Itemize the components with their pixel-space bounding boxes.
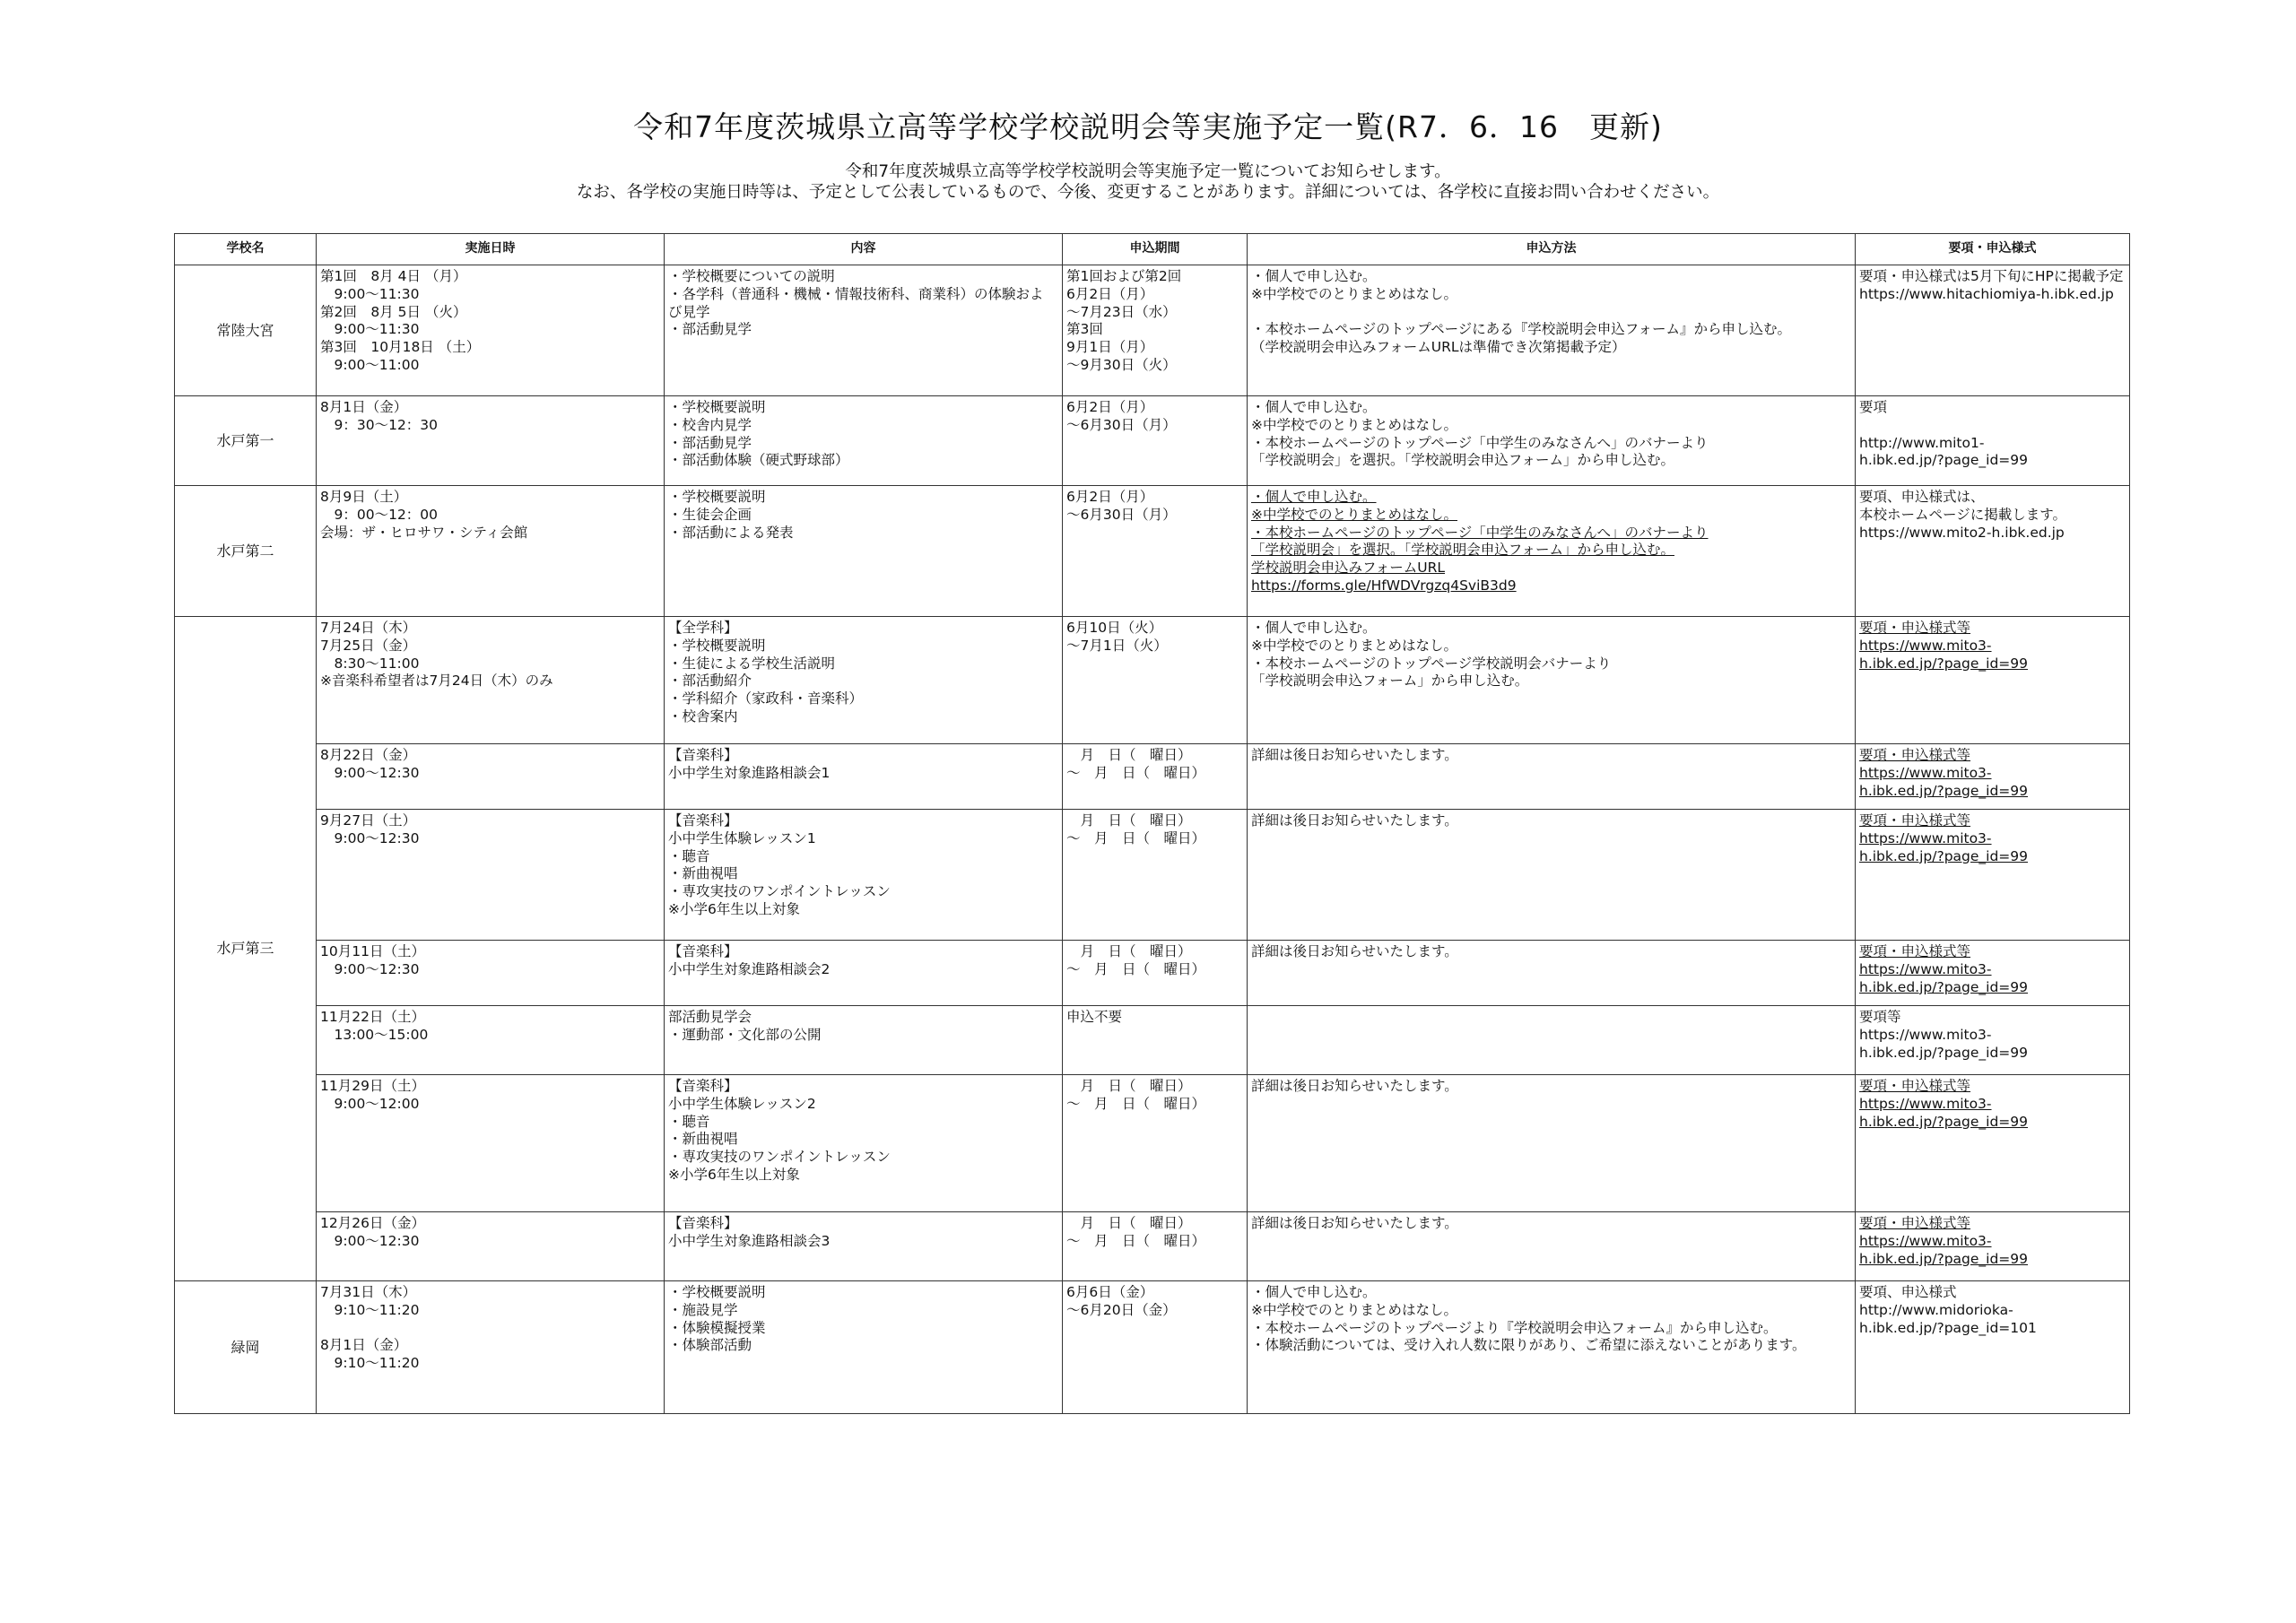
method-cell: ・個人で申し込む。 ※中学校でのとりまとめはなし。 ・本校ホームページのトップページにある『学校説明会申込フォーム』から申し込む。 （学校説明会申込みフォームURLは準備でき次第掲載予定） xyxy=(1248,265,1856,396)
table-row xyxy=(175,810,2130,941)
method-cell: 詳細は後日お知らせいたします。 xyxy=(1248,744,1856,810)
datetime-cell: 第1回 8月 4日 （月） 9:00～11:30 第2回 8月 5日 （火） 9:00～11:30 第3回 10月18日 （土） 9:00～11:00 xyxy=(317,265,665,396)
period-cell: 月 日（ 曜日） ～ 月 日（ 曜日） xyxy=(1063,744,1248,810)
content-cell: ・学校概要説明 ・生徒会企画 ・部活動による発表 xyxy=(665,486,1063,617)
period-cell: 6月6日（金） ～6月20日（金） xyxy=(1063,1281,1248,1414)
guide-cell: 要項・申込様式等 https://www.mito3- h.ibk.ed.jp/?page_id=99 xyxy=(1856,1075,2130,1212)
intro-line: 令和7年度茨城県立高等学校学校説明会等実施予定一覧についてお知らせします。 xyxy=(845,162,1451,181)
datetime-cell: 11月29日（土） 9:00～12:00 xyxy=(317,1075,665,1212)
table-row xyxy=(175,1281,2130,1414)
datetime-cell: 8月9日（土） 9：00～12：00 会場：ザ・ヒロサワ・シティ会館 xyxy=(317,486,665,617)
datetime-cell: 7月24日（木） 7月25日（金） 8:30～11:00 ※音楽科希望者は7月24日（木）のみ xyxy=(317,617,665,744)
guide-cell: 要項、申込様式は、 本校ホームページに掲載します。 https://www.mito2-h.ibk.ed.jp xyxy=(1856,486,2130,617)
content-cell: 【音楽科】 小中学生対象進路相談会1 xyxy=(665,744,1063,810)
method-cell: ・個人で申し込む。 ※中学校でのとりまとめはなし。 ・本校ホームページのトップページ学校説明会バナーより 「学校説明会申込フォーム」から申し込む。 xyxy=(1248,617,1856,744)
table-row xyxy=(175,396,2130,486)
content-cell: ・学校概要説明 ・施設見学 ・体験模擬授業 ・体験部活動 xyxy=(665,1281,1063,1414)
datetime-cell: 8月22日（金） 9:00～12:30 xyxy=(317,744,665,810)
period-cell: 月 日（ 曜日） ～ 月 日（ 曜日） xyxy=(1063,1212,1248,1281)
table-row xyxy=(175,486,2130,617)
guide-cell: 要項・申込様式は5月下旬にHPに掲載予定 https://www.hitachiomiya-h.ibk.ed.jp xyxy=(1856,265,2130,396)
period-cell: 月 日（ 曜日） ～ 月 日（ 曜日） xyxy=(1063,810,1248,941)
intro-line: なお、各学校の実施日時等は、予定として公表しているもので、今後、変更することがあります。詳細については、各学校に直接お問い合わせください。 xyxy=(576,183,1720,202)
content-cell: 【音楽科】 小中学生対象進路相談会2 xyxy=(665,941,1063,1006)
table-row xyxy=(175,1006,2130,1075)
method-cell: ・個人で申し込む。 ※中学校でのとりまとめはなし。 ・本校ホームページのトップページ「中学生のみなさんへ」のバナーより 「学校説明会」を選択。「学校説明会申込フォーム」から申し込む。 xyxy=(1248,396,1856,486)
intro-text xyxy=(0,161,2296,203)
column-header-datetime: 実施日時 xyxy=(317,234,665,265)
column-header-school: 学校名 xyxy=(175,234,317,265)
content-cell: ・学校概要説明 ・校舎内見学 ・部活動見学 ・部活動体験（硬式野球部） xyxy=(665,396,1063,486)
school-name-cell: 水戸第二 xyxy=(175,486,317,617)
column-header-method: 申込方法 xyxy=(1248,234,1856,265)
period-cell: 6月2日（月） ～6月30日（月） xyxy=(1063,486,1248,617)
method-cell: 詳細は後日お知らせいたします。 xyxy=(1248,941,1856,1006)
method-cell: 詳細は後日お知らせいたします。 xyxy=(1248,1212,1856,1281)
content-cell: 部活動見学会 ・運動部・文化部の公開 xyxy=(665,1006,1063,1075)
datetime-cell: 7月31日（木） 9:10～11:20 8月1日（金） 9:10～11:20 xyxy=(317,1281,665,1414)
content-cell: 【音楽科】 小中学生体験レッスン2 ・聴音 ・新曲視唱 ・専攻実技のワンポイントレッスン ※小学6年生以上対象 xyxy=(665,1075,1063,1212)
guide-cell: 要項・申込様式等 https://www.mito3- h.ibk.ed.jp/?page_id=99 xyxy=(1856,744,2130,810)
period-cell: 6月10日（火） ～7月1日（火） xyxy=(1063,617,1248,744)
guide-cell: 要項・申込様式等 https://www.mito3- h.ibk.ed.jp/?page_id=99 xyxy=(1856,617,2130,744)
datetime-cell: 8月1日（金） 9：30～12：30 xyxy=(317,396,665,486)
table-row xyxy=(175,265,2130,396)
school-name-cell: 常陸大宮 xyxy=(175,265,317,396)
column-header-guide: 要項・申込様式 xyxy=(1856,234,2130,265)
period-cell: 6月2日（月） ～6月30日（月） xyxy=(1063,396,1248,486)
datetime-cell: 12月26日（金） 9:00～12:30 xyxy=(317,1212,665,1281)
school-name-cell: 水戸第一 xyxy=(175,396,317,486)
content-cell: ・学校概要についての説明 ・各学科（普通科・機械・情報技術科、商業科）の体験およ び見学 ・部活動見学 xyxy=(665,265,1063,396)
datetime-cell: 11月22日（土） 13:00～15:00 xyxy=(317,1006,665,1075)
guide-cell: 要項 http://www.mito1- h.ibk.ed.jp/?page_id=99 xyxy=(1856,396,2130,486)
method-cell: 詳細は後日お知らせいたします。 xyxy=(1248,810,1856,941)
table-row xyxy=(175,1212,2130,1281)
content-cell: 【全学科】 ・学校概要説明 ・生徒による学校生活説明 ・部活動紹介 ・学科紹介（家政科・音楽科） ・校舎案内 xyxy=(665,617,1063,744)
guide-cell: 要項・申込様式等 https://www.mito3- h.ibk.ed.jp/?page_id=99 xyxy=(1856,1212,2130,1281)
guide-cell: 要項、申込様式 http://www.midorioka- h.ibk.ed.jp/?page_id=101 xyxy=(1856,1281,2130,1414)
content-cell: 【音楽科】 小中学生体験レッスン1 ・聴音 ・新曲視唱 ・専攻実技のワンポイントレッスン ※小学6年生以上対象 xyxy=(665,810,1063,941)
period-cell: 月 日（ 曜日） ～ 月 日（ 曜日） xyxy=(1063,1075,1248,1212)
method-cell: ・個人で申し込む。 ※中学校でのとりまとめはなし。 ・本校ホームページのトップページより『学校説明会申込フォーム』から申し込む。 ・体験活動については、受け入れ人数に限りがあり、ご希望に添えないことがあります。 xyxy=(1248,1281,1856,1414)
school-name-cell: 緑岡 xyxy=(175,1281,317,1414)
period-cell: 月 日（ 曜日） ～ 月 日（ 曜日） xyxy=(1063,941,1248,1006)
content-cell: 【音楽科】 小中学生対象進路相談会3 xyxy=(665,1212,1063,1281)
column-header-period: 申込期間 xyxy=(1063,234,1248,265)
table-header-row xyxy=(175,234,2130,265)
guide-cell: 要項等 https://www.mito3- h.ibk.ed.jp/?page_id=99 xyxy=(1856,1006,2130,1075)
table-row xyxy=(175,941,2130,1006)
guide-cell: 要項・申込様式等 https://www.mito3- h.ibk.ed.jp/?page_id=99 xyxy=(1856,810,2130,941)
guide-cell: 要項・申込様式等 https://www.mito3- h.ibk.ed.jp/?page_id=99 xyxy=(1856,941,2130,1006)
method-cell xyxy=(1248,1006,1856,1075)
table-row xyxy=(175,744,2130,810)
method-cell: 詳細は後日お知らせいたします。 xyxy=(1248,1075,1856,1212)
table-row xyxy=(175,617,2130,744)
period-cell: 第1回および第2回 6月2日（月） ～7月23日（水） 第3回 9月1日（月） ～9月30日（火） xyxy=(1063,265,1248,396)
datetime-cell: 9月27日（土） 9:00～12:30 xyxy=(317,810,665,941)
schedule-table xyxy=(174,233,2130,1414)
datetime-cell: 10月11日（土） 9:00～12:30 xyxy=(317,941,665,1006)
school-name-cell: 水戸第三 xyxy=(175,617,317,1281)
table-row xyxy=(175,1075,2130,1212)
page-title: 令和7年度茨城県立高等学校学校説明会等実施予定一覧(R7．6．16 更新) xyxy=(633,109,1663,144)
column-header-content: 内容 xyxy=(665,234,1063,265)
period-cell: 申込不要 xyxy=(1063,1006,1248,1075)
method-cell: ・個人で申し込む。 ※中学校でのとりまとめはなし。 ・本校ホームページのトップページ「中学生のみなさんへ」のバナーより 「学校説明会」を選択。「学校説明会申込フォーム」から申し込む。 学校説明会申込みフォームURL https://forms.gle/HfWDVrgzq4SviB3d9 xyxy=(1248,486,1856,617)
